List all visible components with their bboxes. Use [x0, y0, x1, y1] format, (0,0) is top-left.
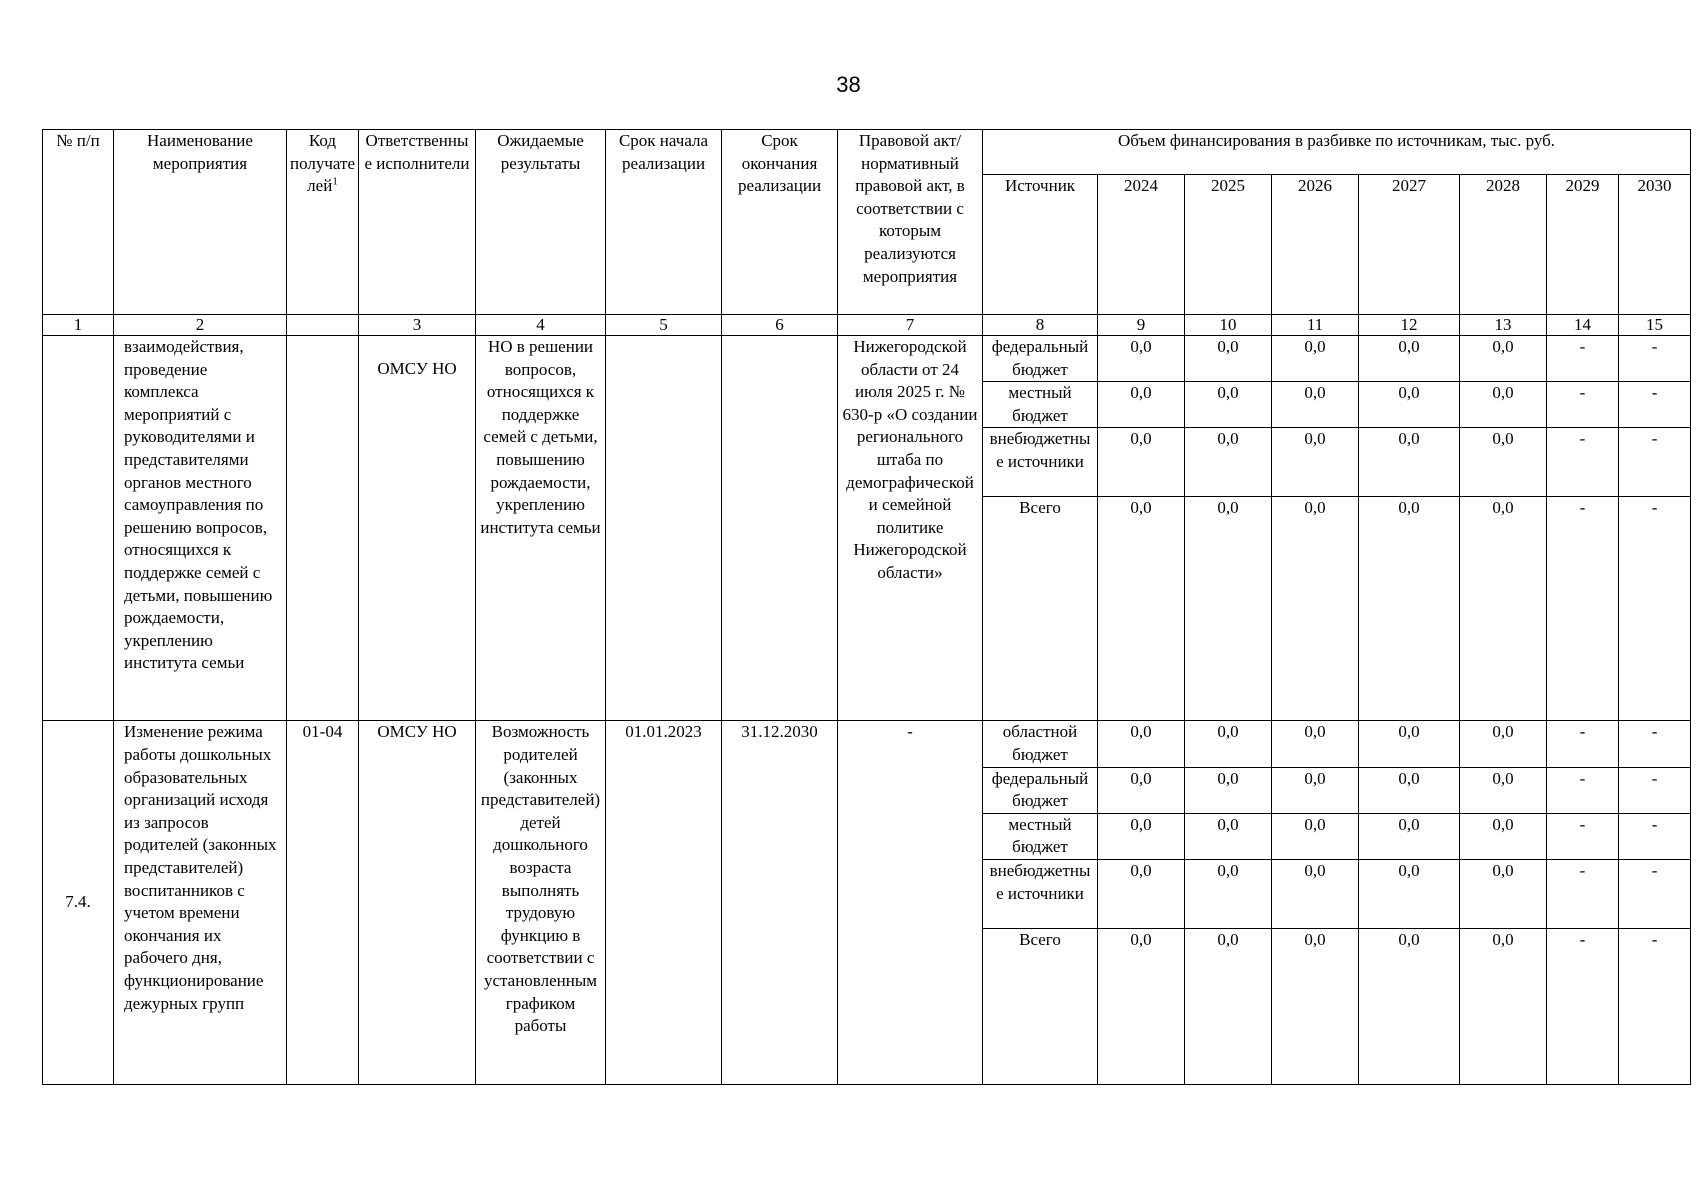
- legal-act: Нижегородской области от 24 июля 2025 г. № 630-р «О создании регионального штаба по демографической и семейной политике Нижегородской области»: [838, 336, 983, 721]
- funding-value: 0,0: [1098, 721, 1185, 767]
- funding-value: -: [1547, 721, 1619, 767]
- funding-value: 0,0: [1272, 928, 1359, 1084]
- funding-value: 0,0: [1272, 813, 1359, 859]
- header-code-footnote: 1: [332, 175, 338, 188]
- header-year: 2026: [1272, 175, 1359, 315]
- funding-value: 0,0: [1185, 859, 1272, 928]
- funding-value: 0,0: [1460, 336, 1547, 382]
- header-row-1: [43, 130, 1691, 175]
- funding-value: -: [1619, 767, 1691, 813]
- column-number: 11: [1272, 315, 1359, 336]
- funding-source: местный бюджет: [983, 382, 1098, 428]
- responsible-executors: ОМСУ НО: [359, 336, 476, 721]
- funding-value: 0,0: [1359, 382, 1460, 428]
- column-number: 3: [359, 315, 476, 336]
- funding-value: 0,0: [1272, 336, 1359, 382]
- funding-value: -: [1547, 428, 1619, 497]
- funding-value: 0,0: [1185, 767, 1272, 813]
- funding-value: 0,0: [1185, 497, 1272, 721]
- funding-value: 0,0: [1460, 767, 1547, 813]
- funding-source: Всего: [983, 928, 1098, 1084]
- funding-value: 0,0: [1098, 382, 1185, 428]
- header-source: Источник: [983, 175, 1098, 315]
- expected-results: Возможность родителей (законных представителей) детей дошкольного возраста выполнять трудовую функцию в соответствии с установленным графиком работы: [476, 721, 606, 1085]
- column-number: 10: [1185, 315, 1272, 336]
- funding-value: 0,0: [1359, 767, 1460, 813]
- funding-value: 0,0: [1359, 336, 1460, 382]
- column-number: 1: [43, 315, 114, 336]
- recipient-code: 01-04: [287, 721, 359, 1085]
- funding-value: 0,0: [1460, 928, 1547, 1084]
- legal-act: -: [838, 721, 983, 1085]
- funding-source: Всего: [983, 497, 1098, 721]
- funding-value: 0,0: [1359, 928, 1460, 1084]
- start-date: 01.01.2023: [606, 721, 722, 1085]
- funding-value: 0,0: [1185, 721, 1272, 767]
- funding-value: 0,0: [1460, 428, 1547, 497]
- column-number: 14: [1547, 315, 1619, 336]
- funding-value: 0,0: [1460, 721, 1547, 767]
- header-year: 2025: [1185, 175, 1272, 315]
- funding-value: -: [1619, 721, 1691, 767]
- column-number-row: [43, 315, 1691, 336]
- activity-name: взаимодействия, проведение комплекса мероприятий с руководителями и представителями органов местного самоуправления по решению вопросов, относящихся к поддержке семей с детьми, повышению рождаемости, укреплению института семьи: [114, 336, 287, 721]
- end-date: [722, 336, 838, 721]
- funding-value: 0,0: [1185, 428, 1272, 497]
- funding-value: -: [1619, 813, 1691, 859]
- funding-value: 0,0: [1185, 336, 1272, 382]
- funding-source: внебюджетные источники: [983, 428, 1098, 497]
- funding-value: -: [1619, 382, 1691, 428]
- column-number: 7: [838, 315, 983, 336]
- funding-source: местный бюджет: [983, 813, 1098, 859]
- column-number: 13: [1460, 315, 1547, 336]
- funding-value: 0,0: [1460, 497, 1547, 721]
- funding-value: -: [1547, 767, 1619, 813]
- funding-value: 0,0: [1359, 428, 1460, 497]
- funding-value: 0,0: [1359, 813, 1460, 859]
- funding-value: 0,0: [1098, 859, 1185, 928]
- header-year: 2030: [1619, 175, 1691, 315]
- funding-value: 0,0: [1185, 382, 1272, 428]
- funding-value: -: [1619, 497, 1691, 721]
- funding-value: 0,0: [1185, 928, 1272, 1084]
- funding-value: 0,0: [1272, 859, 1359, 928]
- funding-source: внебюджетные источники: [983, 859, 1098, 928]
- funding-value: 0,0: [1098, 497, 1185, 721]
- funding-value: -: [1547, 497, 1619, 721]
- activity-name: Изменение режима работы дошкольных образовательных организаций исходя из запросов родителей (законных представителей) воспитанников с учетом времени окончания их рабочего дня, функционирование дежурных групп: [114, 721, 287, 1085]
- funding-value: -: [1547, 382, 1619, 428]
- funding-value: -: [1547, 813, 1619, 859]
- funding-value: -: [1619, 928, 1691, 1084]
- column-number: 9: [1098, 315, 1185, 336]
- column-number: 2: [114, 315, 287, 336]
- funding-source: областной бюджет: [983, 721, 1098, 767]
- funding-value: 0,0: [1272, 497, 1359, 721]
- header-code: [287, 130, 359, 315]
- column-number: 5: [606, 315, 722, 336]
- row-number: 7.4.: [43, 721, 114, 1085]
- funding-value: -: [1619, 859, 1691, 928]
- expected-results: НО в решении вопросов, относящихся к поддержке семей с детьми, повышению рождаемости, укреплению института семьи: [476, 336, 606, 721]
- column-number: 4: [476, 315, 606, 336]
- column-number: 6: [722, 315, 838, 336]
- funding-value: -: [1547, 336, 1619, 382]
- row-number: [43, 336, 114, 721]
- funding-value: 0,0: [1098, 336, 1185, 382]
- table-row: [43, 721, 1691, 767]
- funding-value: 0,0: [1098, 767, 1185, 813]
- header-result: Ожидаемые результаты: [476, 130, 606, 315]
- end-date: 31.12.2030: [722, 721, 838, 1085]
- header-name: Наименование мероприятия: [114, 130, 287, 315]
- header-year: 2028: [1460, 175, 1547, 315]
- funding-value: -: [1547, 928, 1619, 1084]
- funding-value: -: [1619, 336, 1691, 382]
- funding-value: 0,0: [1359, 721, 1460, 767]
- funding-value: 0,0: [1098, 428, 1185, 497]
- header-end: Срок окончания реализации: [722, 130, 838, 315]
- header-year: 2024: [1098, 175, 1185, 315]
- funding-value: -: [1619, 428, 1691, 497]
- header-responsible: Ответственные исполнители: [359, 130, 476, 315]
- column-number: [287, 315, 359, 336]
- responsible-executors: ОМСУ НО: [359, 721, 476, 1085]
- funding-source: федеральный бюджет: [983, 336, 1098, 382]
- funding-source: федеральный бюджет: [983, 767, 1098, 813]
- column-number: 12: [1359, 315, 1460, 336]
- funding-value: 0,0: [1185, 813, 1272, 859]
- funding-value: 0,0: [1460, 382, 1547, 428]
- header-year: 2027: [1359, 175, 1460, 315]
- header-code-text: Код получателей: [290, 131, 355, 196]
- funding-value: 0,0: [1460, 859, 1547, 928]
- header-act: Правовой акт/нормативный правовой акт, в соответствии с которым реализуются мероприятия: [838, 130, 983, 315]
- recipient-code: [287, 336, 359, 721]
- funding-value: 0,0: [1272, 428, 1359, 497]
- funding-value: 0,0: [1098, 813, 1185, 859]
- start-date: [606, 336, 722, 721]
- column-number: 8: [983, 315, 1098, 336]
- funding-value: 0,0: [1460, 813, 1547, 859]
- funding-value: 0,0: [1359, 859, 1460, 928]
- funding-value: 0,0: [1272, 382, 1359, 428]
- funding-value: 0,0: [1098, 928, 1185, 1084]
- funding-value: -: [1547, 859, 1619, 928]
- header-financing-group: Объем финансирования в разбивке по источникам, тыс. руб.: [983, 130, 1691, 175]
- header-start: Срок начала реализации: [606, 130, 722, 315]
- funding-value: 0,0: [1272, 767, 1359, 813]
- column-number: 15: [1619, 315, 1691, 336]
- table-row: [43, 336, 1691, 382]
- funding-value: 0,0: [1272, 721, 1359, 767]
- funding-value: 0,0: [1359, 497, 1460, 721]
- header-num: № п/п: [43, 130, 114, 315]
- header-year: 2029: [1547, 175, 1619, 315]
- page-number: 38: [836, 72, 861, 97]
- activities-table: [42, 129, 1691, 1085]
